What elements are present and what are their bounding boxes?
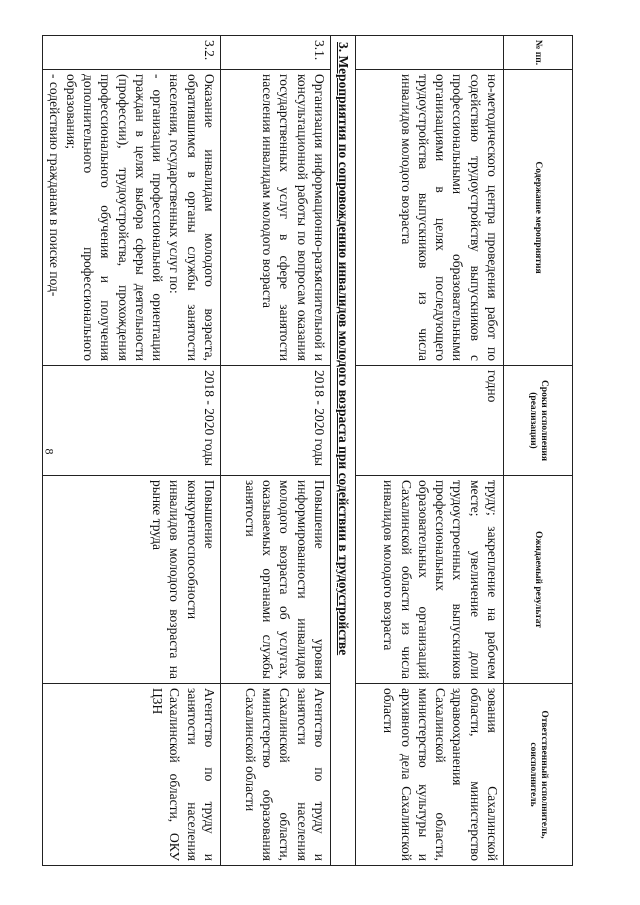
section-title: 3. Мероприятия по сопровождению инвалидов молодого возраста при содействии в трудоустройстве (331, 36, 356, 866)
cell-num: 3.2. (43, 36, 221, 70)
cell-content-continued: но-методического центра проведения работ по содействию трудоустройству выпускников с профессиональными образовательными организациями в целях последующего трудоустройства выпускников из числа инвалидов молодого возраста (356, 70, 504, 366)
activities-table (42, 35, 573, 866)
cell-deadline: 2018 - 2020 годы (221, 366, 331, 476)
table-row (43, 36, 221, 866)
cell-responsible: Агентство по труду и занятости населения Сахалинской области, ОКУ ЦЗН (43, 684, 221, 866)
header-num: № пп. (504, 36, 573, 70)
cell-deadline-continued: годно (356, 366, 504, 476)
cell-responsible: Агентство по труду и занятости населения Сахалинской области, министерство образования Сахалинской области (221, 684, 331, 866)
cell-num: 3.1. (221, 36, 331, 70)
section-row (331, 36, 356, 866)
content-intro: Оказание инвалидам молодого возраста, обратившимся в органы службы занятости населения, государственных услуг по: (167, 74, 217, 361)
cell-content (43, 70, 221, 366)
cell-num-continued (356, 36, 504, 70)
cell-responsible-continued: зования Сахалинской области, министерство здравоохранения Сахалинской области, министерство культуры и архивного дела Сахалинской области (356, 684, 504, 866)
header-content: Содержание мероприятия (504, 70, 573, 366)
table-header-row (504, 36, 573, 866)
cell-content: Организация информационно-разъяснительной и консультационной работы по вопросам оказания государственных услуг в сфере занятости населения инвалидам молодого возраста (221, 70, 331, 366)
header-result: Ожидаемый результат (504, 476, 573, 684)
header-deadline: Сроки исполнения (реализации) (504, 366, 573, 476)
document-table-rotated (46, 35, 573, 865)
page-number: 8 (42, 448, 57, 455)
content-item: - содействию гражданам в поиске под- (46, 74, 62, 297)
header-responsible: Ответственный исполнитель, соисполнитель (504, 684, 573, 866)
cell-deadline: 2018 - 2020 годы (43, 366, 221, 476)
cell-result-continued: труду; закрепление на рабочем месте; увеличение доли трудоустроенных выпускников профессиональных образовательных организаций Сахалинской области из числа инвалидов молодого возраста (356, 476, 504, 684)
table-row-continued (356, 36, 504, 866)
cell-result: Повышение уровня информированности инвалидов молодого возраста об услугах, оказываемых органами службы занятости (221, 476, 331, 684)
cell-result: Повышение конкурентоспособности инвалидов молодого возраста на рынке труда (43, 476, 221, 684)
content-item: - организации профессиональной ориентации граждан в целях выбора сферы деятельности (профессии), трудоустройства, прохождения профессионального обучения и получения дополнительного профессионального образования; (63, 74, 166, 361)
table-row (221, 36, 331, 866)
